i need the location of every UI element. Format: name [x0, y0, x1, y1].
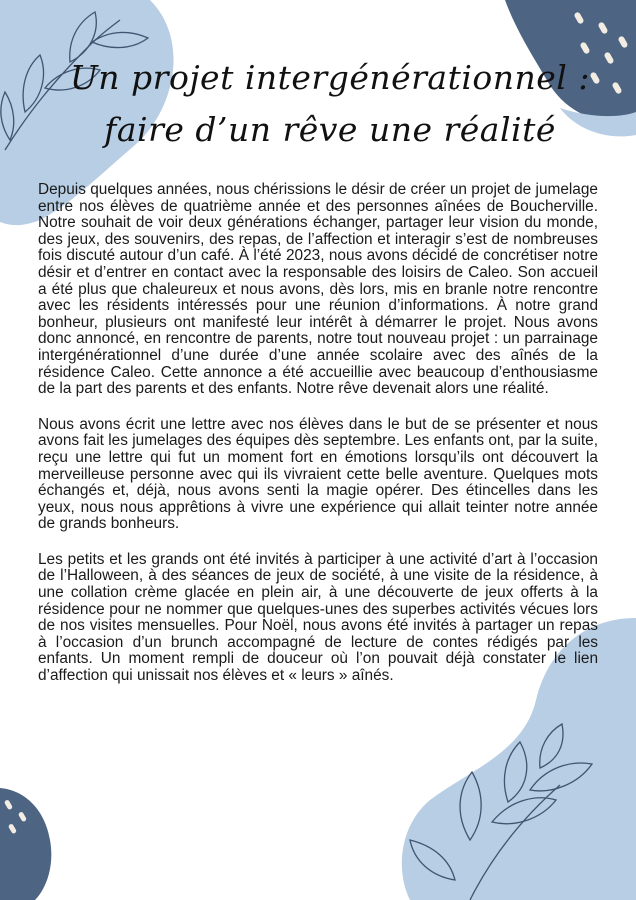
- paragraph-1: Depuis quelques années, nous chérissions le désir de créer un projet de jumelage entre nos élèves de quatrième année et des personnes aînées de Boucherville. Notre souhait de voir deux générations échanger, partager leur vision du monde, des jeux, des souvenirs, des repas, de l’affection et interagir s’est de nombreuses fois discuté autour d’un café. À l’été 2023, nous avons décidé de concrétiser notre désir et d’entrer en contact avec la responsable des loisirs de Caleo. Son accueil a été plus que chaleureux et nous avons, dès lors, mis en branle notre rencontre avec les résidents intéressés pour une réunion d’informations. À notre grand bonheur, plusieurs ont manifesté leur intérêt à démarrer le projet. Nous avons donc annoncé, en rencontre de parents, notre tout nouveau projet : un parrainage intergénérationnel d’une durée d’une année scolaire avec des aînés de la résidence Caleo. Cette annonce a été accueillie avec beaucoup d’enthousiasme de la part des parents et des enfants. Notre rêve devenait alors une réalité.: [38, 181, 598, 398]
- paragraph-3: Les petits et les grands ont été invités à participer à une activité d’art à l’occasion de l’Halloween, à des séances de jeux de société, à une visite de la résidence, à une collation crème glacée en plein air, à une découverte de jeux offerts à la résidence pour ne nommer que quelques-unes des superbes activités vécues lors de nos visites mensuelles. Pour Noël, nous avons été invités à partager un repas à l’occasion d’un brunch accompagné de lecture de contes rédigés par les enfants. Un moment rempli de douceur où l’on pouvait déjà constater le lien d’affection qui unissait nos élèves et « leurs » aînés.: [38, 550, 598, 685]
- title-line-2: faire d’un rêve une réalité: [104, 110, 556, 149]
- title-line-1: Un projet intergénérationnel :: [70, 58, 590, 97]
- page-title: [60, 52, 600, 156]
- article-body: [38, 182, 598, 704]
- paragraph-2: Nous avons écrit une lettre avec nos élèves dans le but de se présenter et nous avons fait les jumelages des équipes dès septembre. Les enfants ont, par la suite, reçu une lettre qui fut un moment fort en émotions lorsqu’ils ont découvert la merveilleuse personne avec qui ils vivraient cette belle aventure. Quelques mots échangés et, déjà, nous avons senti la magie opérer. Des étincelles dans les yeux, nous nous apprêtions à vivre une expérience qui allait teinter notre année de grands bonheurs.: [38, 415, 598, 533]
